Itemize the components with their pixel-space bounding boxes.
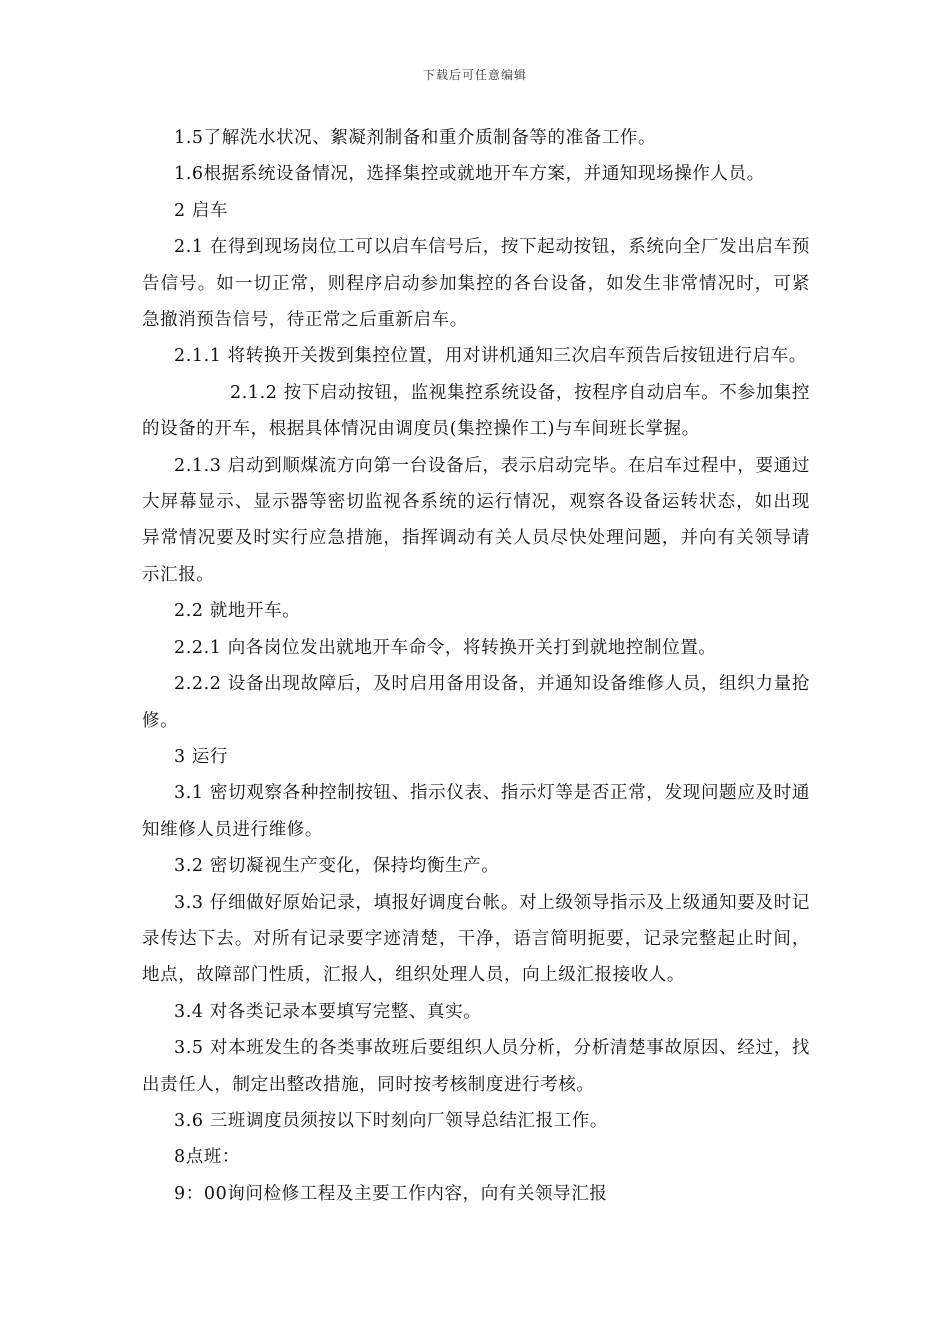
paragraph-1-5: 1.5了解洗水状况、絮凝剂制备和重介质制备等的准备工作。	[174, 128, 657, 148]
page-header: 下载后可任意编辑	[422, 68, 527, 82]
paragraph-1-6: 1.6根据系统设备情况，选择集控或就地开车方案，并通知现场操作人员。	[174, 164, 765, 185]
paragraph-3-3: 3.3 仔细做好原始记录，填报好调度台帐。对上级领导指示及上级通知要及时记录传达下去。对所有记录要字迹清楚，干净，语言简明扼要，记录完整起止时间，地点，故障部门性质，汇报人，组织处理人员，向上级汇报接收人。	[142, 892, 810, 986]
paragraph-3-5: 3.5 对本班发生的各类事故班后要组织人员分析，分析清楚事故原因、经过，找出责任人，制定出整改措施，同时按考核制度进行考核。	[142, 1038, 810, 1095]
paragraph-2-1-1: 2.1.1 将转换开关拨到集控位置，用对讲机通知三次启车预告后按钮进行启车。	[174, 346, 807, 367]
schedule-item-9-00: 9：00询问检修工程及主要工作内容，向有关领导汇报	[174, 1183, 608, 1204]
paragraph-2-1: 2.1 在得到现场岗位工可以启车信号后，按下起动按钮，系统向全厂发出启车预告信号。如一切正常，则程序启动参加集控的各台设备，如发生非常情况时，可紧急撤消预告信号，待正常之后重新启车。	[142, 237, 810, 331]
paragraph-2-2-1: 2.2.1 向各岗位发出就地开车命令，将转换开关打到就地控制位置。	[174, 637, 717, 658]
section-heading-2: 2 启车	[174, 200, 229, 221]
paragraph-2-2-2: 2.2.2 设备出现故障后，及时启用备用设备，并通知设备维修人员，组织力量抢修。	[142, 674, 810, 731]
paragraph-3-6: 3.6 三班调度员须按以下时刻向厂领导总结汇报工作。	[174, 1110, 608, 1131]
paragraph-2-2: 2.2 就地开车。	[174, 601, 301, 622]
document-body	[142, 120, 810, 1212]
shift-label-8: 8点班：	[174, 1147, 241, 1168]
paragraph-3-2: 3.2 密切凝视生产变化，保持均衡生产。	[174, 856, 500, 877]
paragraph-2-1-3: 2.1.3 启动到顺煤流方向第一台设备后，表示启动完毕。在启车过程中，要通过大屏幕显示、显示器等密切监视各系统的运行情况，观察各设备运转状态，如出现异常情况要及时实行应急措施，指挥调动有关人员尽快处理问题，并向有关领导请示汇报。	[142, 455, 810, 585]
paragraph-3-1: 3.1 密切观察各种控制按钮、指示仪表、指示灯等是否正常，发现问题应及时通知维修人员进行维修。	[142, 783, 810, 840]
paragraph-2-1-2: 2.1.2 按下启动按钮，监视集控系统设备，按程序自动启车。不参加集控的设备的开车，根据具体情况由调度员(集控操作工)与车间班长掌握。	[142, 382, 810, 440]
paragraph-3-4: 3.4 对各类记录本要填写完整、真实。	[174, 1001, 482, 1022]
section-heading-3: 3 运行	[174, 746, 229, 767]
